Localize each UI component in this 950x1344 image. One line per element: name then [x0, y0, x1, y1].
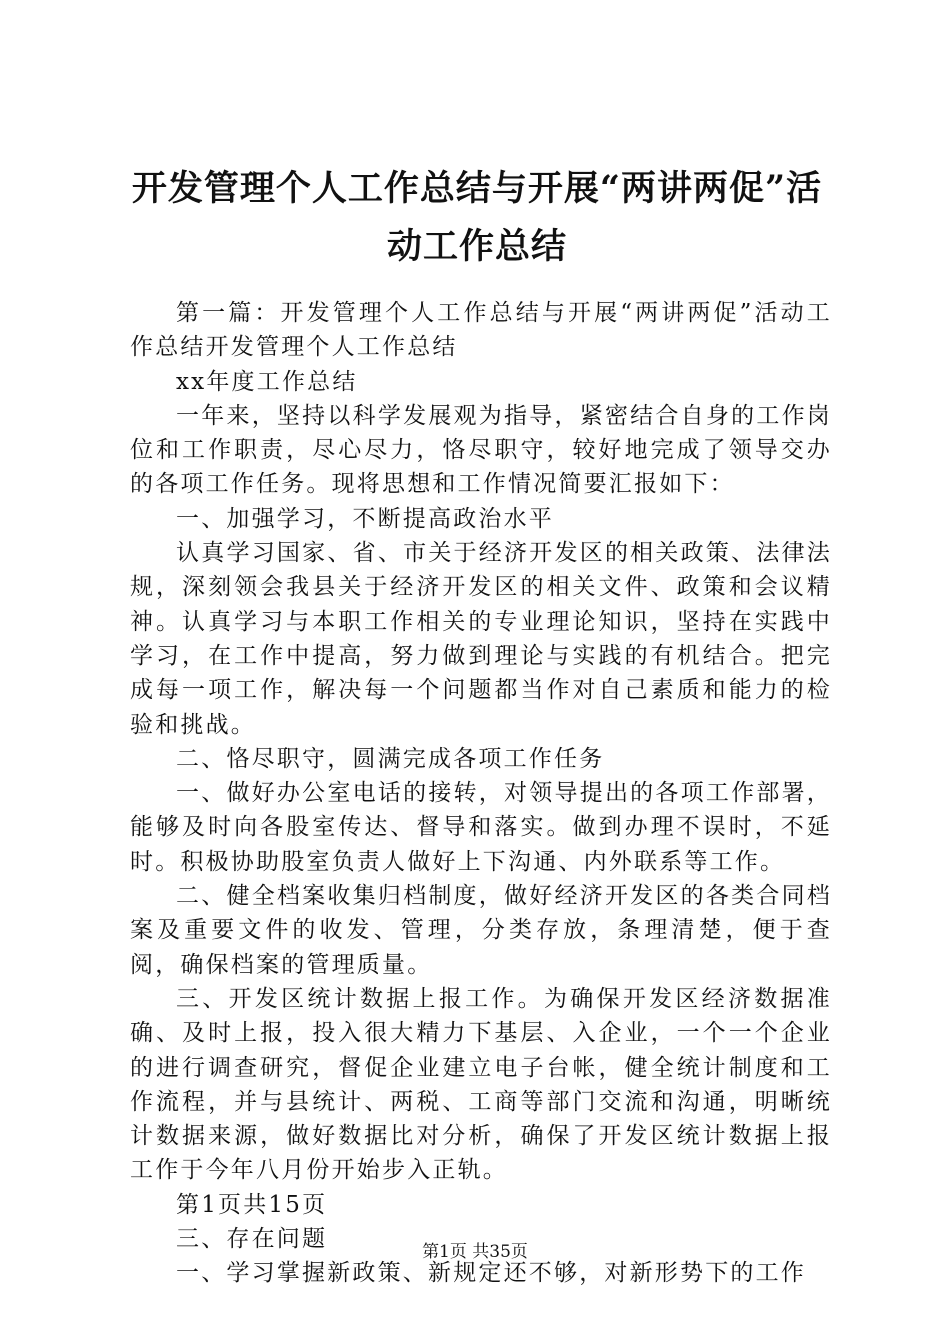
paragraph-duty-three: 三、开发区统计数据上报工作。为确保开发区经济数据准确、及时上报，投入很大精力下基层、入企业，一个一个企业的进行调查研究，督促企业建立电子台帐，健全统计制度和工作流程，并与县统计、两税、工商等部门交流和沟通，明晰统计数据来源，做好数据比对分析，确保了开发区统计数据上报工作于今年八月份开始步入正轨。 — [130, 985, 832, 1184]
paragraph-overview: 一年来，坚持以科学发展观为指导，紧密结合自身的工作岗位和工作职责，尽心尽力，恪尽职守，较好地完成了领导交办的各项工作任务。现将思想和工作情况简要汇报如下： — [130, 402, 832, 498]
paragraph-problem-one: 一、学习掌握新政策、新规定还不够，对新形势下的工作 — [176, 1260, 806, 1287]
document-body — [130, 296, 832, 1291]
section-heading-study: 一、加强学习，不断提高政治水平 — [176, 505, 554, 532]
page-footer: 第1页 共35页 — [422, 1242, 528, 1262]
paragraph-year-summary: xx年度工作总结 — [176, 368, 358, 395]
section-heading-duties: 二、恪尽职守，圆满完成各项工作任务 — [176, 745, 605, 772]
paragraph-intro: 第一篇：开发管理个人工作总结与开展“两讲两促”活动工作总结开发管理个人工作总结 — [130, 300, 832, 361]
paragraph-duty-one: 一、做好办公室电话的接转，对领导提出的各项工作部署，能够及时向各股室传达、督导和落实。做到办理不误时，不延时。积极协助股室负责人做好上下沟通、内外联系等工作。 — [130, 780, 832, 875]
document-title: 开发管理个人工作总结与开展“两讲两促”活动工作总结 — [131, 168, 823, 267]
section-heading-problems: 三、存在问题 — [176, 1226, 328, 1253]
paragraph-duty-two: 二、健全档案收集归档制度，做好经济开发区的各类合同档案及重要文件的收发、管理，分类存放，条理清楚，便于查阅，确保档案的管理质量。 — [130, 883, 832, 978]
paragraph-study: 认真学习国家、省、市关于经济开发区的相关政策、法律法规，深刻领会我县关于经济开发区的相关文件、政策和会议精神。认真学习与本职工作相关的专业理论知识，坚持在实践中学习，在工作中提高，努力做到理论与实践的有机结合。把完成每一项工作，解决每一个问题都当作对自己素质和能力的检验和挑战。 — [130, 540, 832, 738]
inline-page-marker: 第1页共15页 — [176, 1191, 328, 1218]
